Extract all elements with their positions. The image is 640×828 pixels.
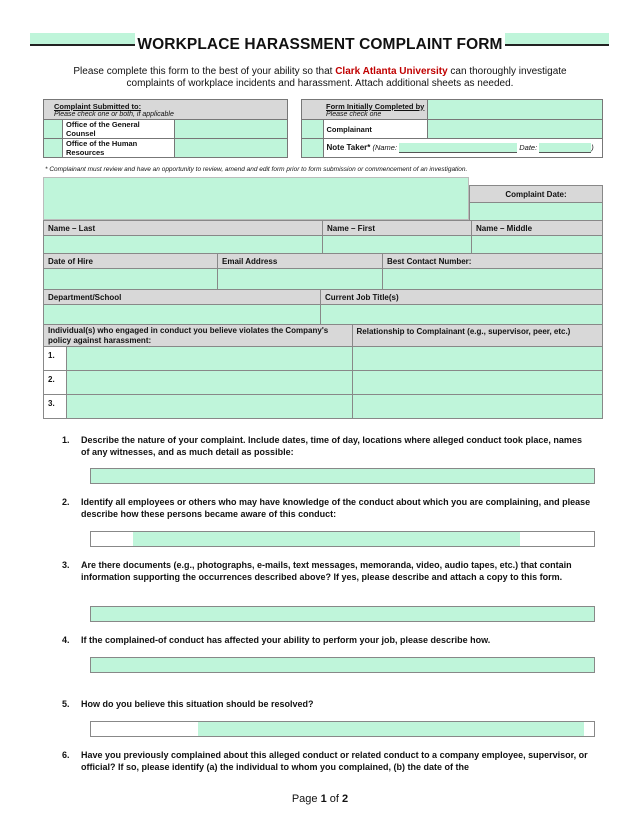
answer-2-fill <box>133 532 520 546</box>
general-counsel-field[interactable] <box>175 120 288 139</box>
question-text: Describe the nature of your complaint. Include dates, time of day, locations where alleged conduct took place, names of any witnesses, and as much detail as possible: <box>81 435 582 457</box>
name-first-field[interactable] <box>323 236 472 254</box>
question-6 <box>62 750 592 773</box>
date-of-hire-field[interactable] <box>44 269 218 290</box>
note-taker-label: Note Taker* <box>326 142 371 152</box>
question-number: 1. <box>62 435 70 445</box>
question-text: How do you believe this situation should be resolved? <box>81 699 314 709</box>
note-taker-date-field[interactable] <box>539 143 591 153</box>
of-word: of <box>329 793 339 805</box>
note-taker-close: ) <box>591 142 594 152</box>
note-taker-date-label: Date: <box>519 142 538 152</box>
submitted-to-instruction: Please check one or both, if applicable <box>54 110 174 118</box>
relationship-label: Relationship to Complainant (e.g., supervisor, peer, etc.) <box>352 325 602 347</box>
name-first-label: Name – First <box>323 221 472 236</box>
job-title-field[interactable] <box>321 305 603 325</box>
page-number: 1 <box>320 793 327 805</box>
note-taker-name-field[interactable] <box>399 143 517 153</box>
info-grid-individuals <box>43 324 603 419</box>
individual-row-number: 3. <box>44 395 67 419</box>
info-grid-department <box>43 289 603 325</box>
info-grid-contact <box>43 253 603 290</box>
job-title-label: Current Job Title(s) <box>321 290 603 305</box>
complainant-field[interactable] <box>428 120 603 139</box>
answer-4-field[interactable] <box>90 657 595 673</box>
submitted-to-box <box>43 99 288 158</box>
note-taker-name-label: (Name: <box>372 142 398 152</box>
question-1 <box>62 435 592 458</box>
question-text: If the complained-of conduct has affected your ability to perform your job, please describe how. <box>81 635 491 645</box>
department-field[interactable] <box>44 305 321 325</box>
human-resources-checkbox[interactable] <box>44 139 63 158</box>
best-contact-label: Best Contact Number: <box>383 254 603 269</box>
human-resources-label: Office of the Human Resources <box>63 139 175 158</box>
completed-by-header <box>323 100 428 120</box>
question-text: Have you previously complained about this alleged conduct or related conduct to a company employee, supervisor, or official? If so, please identify (a) the individual to whom you complained, (b) the date of the <box>81 750 588 772</box>
name-last-field[interactable] <box>44 236 323 254</box>
question-text: Identify all employees or others who may have knowledge of the conduct about which you are complaining, and please describe how these persons became aware of this conduct: <box>81 497 591 519</box>
name-last-label: Name – Last <box>44 221 323 236</box>
completed-by-instruction: Please check one <box>326 110 382 118</box>
date-of-hire-label: Date of Hire <box>44 254 218 269</box>
general-counsel-checkbox[interactable] <box>44 120 63 139</box>
email-field[interactable] <box>218 269 383 290</box>
info-grid-names <box>43 220 603 254</box>
answer-5-field[interactable] <box>90 721 595 737</box>
page-indicator <box>0 793 640 805</box>
footnote: * Complainant must review and have an opportunity to review, amend and edit form prior to form submission or commencement of an investigation. <box>45 166 468 173</box>
page-total: 2 <box>342 793 349 805</box>
intro-text <box>50 66 590 90</box>
completed-by-header-fill <box>428 100 603 120</box>
question-number: 5. <box>62 699 70 709</box>
completed-by-box <box>301 99 603 158</box>
individual-3-field[interactable] <box>67 395 353 419</box>
top-notes-area[interactable] <box>43 177 469 220</box>
complaint-date-field[interactable] <box>470 203 603 221</box>
page-title: WORKPLACE HARASSMENT COMPLAINT FORM <box>137 36 503 53</box>
organization-name: Clark Atlanta University <box>335 66 448 77</box>
individual-1-field[interactable] <box>67 347 353 371</box>
general-counsel-label: Office of the General Counsel <box>63 120 175 139</box>
submitted-to-header <box>44 100 288 120</box>
intro-before: Please complete this form to the best of your ability so that <box>73 66 336 77</box>
answer-3-field[interactable] <box>90 606 595 622</box>
completed-by-header-spacer <box>302 100 324 120</box>
question-number: 3. <box>62 560 70 570</box>
answer-1-field[interactable] <box>90 468 595 484</box>
complainant-checkbox[interactable] <box>302 120 324 139</box>
individual-row-number: 1. <box>44 347 67 371</box>
individual-2-field[interactable] <box>67 371 353 395</box>
answer-2-field[interactable] <box>90 531 595 547</box>
department-label: Department/School <box>44 290 321 305</box>
page-word: Page <box>291 793 318 805</box>
question-number: 4. <box>62 635 70 645</box>
relationship-2-field[interactable] <box>352 371 602 395</box>
question-5 <box>62 699 592 711</box>
submitted-to-heading: Complaint Submitted to: <box>54 101 142 111</box>
email-label: Email Address <box>218 254 383 269</box>
intro-after: can thoroughly investigate complaints of workplace incidents and harassment. Attach additional sheets as needed. <box>126 66 567 89</box>
question-text: Are there documents (e.g., photographs, e-mails, text messages, memoranda, video, audio tapes, etc.) that contain information supporting the occurrences described above? If yes, please describe and attach a copy to this form. <box>81 560 572 582</box>
question-4 <box>62 635 592 647</box>
relationship-1-field[interactable] <box>352 347 602 371</box>
name-middle-field[interactable] <box>472 236 603 254</box>
note-taker-checkbox[interactable] <box>302 139 324 158</box>
relationship-3-field[interactable] <box>352 395 602 419</box>
best-contact-field[interactable] <box>383 269 603 290</box>
question-3 <box>62 560 592 583</box>
complaint-date-box <box>469 185 603 221</box>
answer-5-fill <box>198 722 584 736</box>
note-taker-row <box>323 139 603 158</box>
question-number: 6. <box>62 750 70 760</box>
name-middle-label: Name – Middle <box>472 221 603 236</box>
complaint-date-label: Complaint Date: <box>470 186 603 203</box>
completed-by-heading: Form Initially Completed by <box>326 101 425 111</box>
human-resources-field[interactable] <box>175 139 288 158</box>
question-number: 2. <box>62 497 70 507</box>
question-2 <box>62 497 592 520</box>
individuals-label: Individual(s) who engaged in conduct you believe violates the Company's policy against harassment: <box>44 325 353 347</box>
individual-row-number: 2. <box>44 371 67 395</box>
complainant-label: Complainant <box>323 120 428 139</box>
